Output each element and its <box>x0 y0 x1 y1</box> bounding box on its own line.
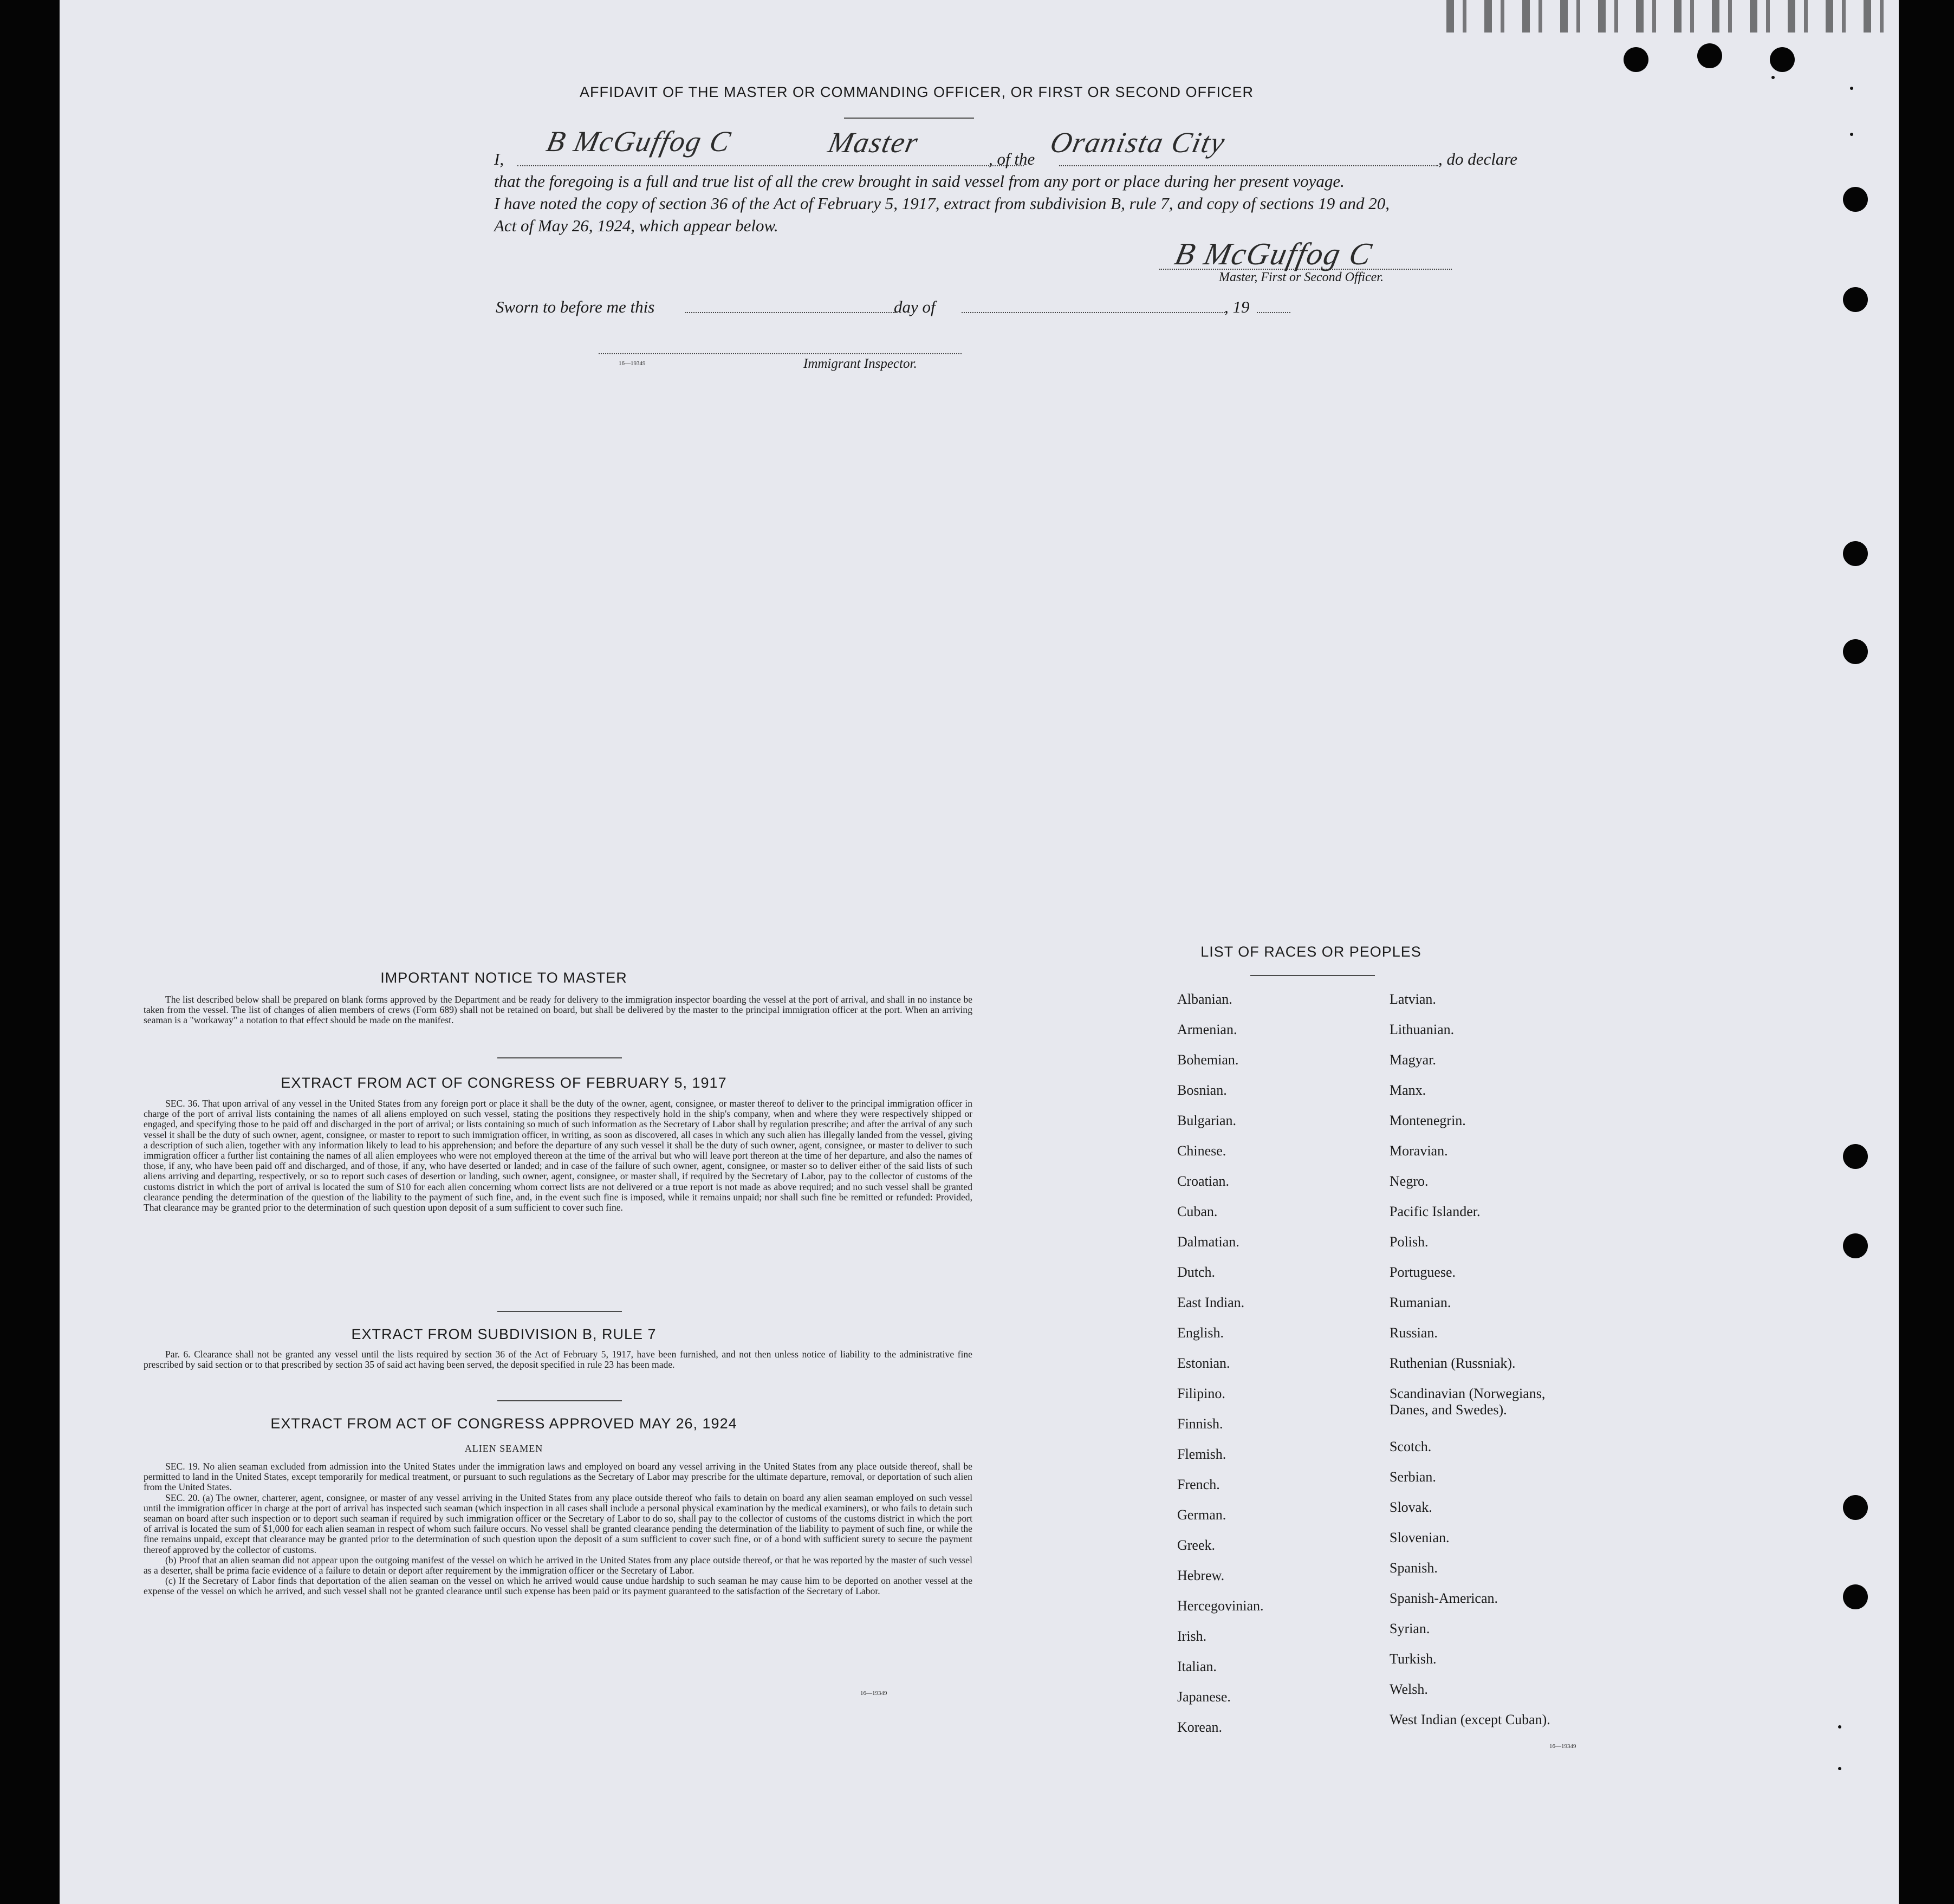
divider <box>497 1400 622 1401</box>
punch-hole <box>1843 287 1868 312</box>
race-item: Dalmatian. <box>1177 1234 1239 1250</box>
race-item: Cuban. <box>1177 1204 1218 1219</box>
races-right-column <box>1390 991 1671 1744</box>
sworn-label: Sworn to before me this <box>496 297 655 316</box>
sworn-year: , 19 <box>1224 297 1250 316</box>
scan-speck <box>1850 87 1853 90</box>
race-item: Lithuanian. <box>1390 1022 1455 1037</box>
race-item: Bulgarian. <box>1177 1113 1237 1128</box>
punch-hole <box>1843 541 1868 566</box>
affidavit-line-3: I have noted the copy of section 36 of the Act of February 5, 1917, extract from subdivision B, rule 7, and copy of sections 19 and 20, <box>494 194 1390 213</box>
sec-20c-paragraph: (c) If the Secretary of Labor finds that deportation of the alien seaman on the vessel on which he arrived would cause undue hardship to such seaman he may cause him to be deported on another vessel at the expense of the vessel on which he arrived, and such vessel shall not be granted clearance until such expense has been paid or its payment guaranteed to the satisfaction of the Secretary of Labor. <box>144 1575 972 1597</box>
race-item: Turkish. <box>1390 1651 1437 1667</box>
scan-speck <box>1838 1725 1841 1728</box>
scan-edge-artifact <box>1446 0 1899 33</box>
race-item: Chinese. <box>1177 1143 1226 1159</box>
race-item: Slovak. <box>1390 1499 1432 1515</box>
race-item: French. <box>1177 1477 1220 1492</box>
race-item: German. <box>1177 1507 1226 1523</box>
race-item: Slovenian. <box>1390 1530 1450 1545</box>
divider <box>844 118 974 119</box>
declare-label: , do declare <box>1438 150 1518 168</box>
races-left-column <box>1177 991 1372 1744</box>
of-the-label: , of the <box>989 150 1035 168</box>
officer-signature: B McGuffog C <box>1172 236 1376 271</box>
sworn-year-blank <box>1257 312 1290 313</box>
affidavit-line-2: that the foregoing is a full and true list of all the crew brought in said vessel from any port or place during her present voyage. <box>494 172 1345 191</box>
races-title: LIST OF RACES OR PEOPLES <box>1200 944 1421 960</box>
punch-hole <box>1843 1584 1868 1609</box>
race-item: Estonian. <box>1177 1355 1230 1371</box>
race-item: Ruthenian (Russniak). <box>1390 1355 1516 1371</box>
affidavit-title: AFFIDAVIT OF THE MASTER OR COMMANDING OFFICER, OR FIRST OR SECOND OFFICER <box>580 84 1254 100</box>
notice-text <box>144 995 972 1026</box>
race-item: Filipino. <box>1177 1386 1225 1401</box>
race-item: Welsh. <box>1390 1681 1428 1697</box>
race-item: Serbian. <box>1390 1469 1436 1485</box>
punch-hole <box>1843 1495 1868 1520</box>
extract-rule7-title: EXTRACT FROM SUBDIVISION B, RULE 7 <box>351 1326 657 1342</box>
race-item: Bosnian. <box>1177 1082 1227 1098</box>
vessel-blank <box>1059 165 1438 166</box>
race-item: West Indian (except Cuban). <box>1390 1712 1550 1727</box>
race-item: Polish. <box>1390 1234 1429 1250</box>
sworn-day-of: day of <box>894 297 936 316</box>
race-item: Spanish-American. <box>1390 1590 1498 1606</box>
race-item: Bohemian. <box>1177 1052 1239 1068</box>
scan-speck <box>1850 133 1853 136</box>
punch-hole <box>1624 47 1648 72</box>
extract-1924-title: EXTRACT FROM ACT OF CONGRESS APPROVED MAY 26, 1924 <box>270 1415 737 1432</box>
race-item: Magyar. <box>1390 1052 1436 1068</box>
divider <box>497 1057 622 1058</box>
race-item: Armenian. <box>1177 1022 1237 1037</box>
name-blank <box>517 165 1024 166</box>
scan-speck <box>1838 1767 1841 1770</box>
race-item: Albanian. <box>1177 991 1232 1007</box>
race-item: East Indian. <box>1177 1295 1245 1310</box>
form-number: 16—19349 <box>860 1690 887 1697</box>
race-item: Rumanian. <box>1390 1295 1451 1310</box>
race-item: Scandinavian (Norwegians, Danes, and Swedes). <box>1390 1386 1546 1418</box>
affidavit-prefix: I, <box>494 150 504 168</box>
race-item: Negro. <box>1390 1173 1429 1189</box>
document-sheet <box>60 0 1899 1904</box>
notice-paragraph: The list described below shall be prepared on blank forms approved by the Department and be ready for delivery to the immigration inspector boarding the vessel at the port of arrival, and shall in no instance be taken from the vessel. The list of changes of alien members of crews (Form 689) shall not be retained on board, but shall be delivered by the master to the principal immigration officer at the port. When an arriving seaman is a "workaway" a notation to that effect should be made on the manifest. <box>144 994 972 1026</box>
sec-36-paragraph: SEC. 36. That upon arrival of any vessel in the United States from any foreign port or place it shall be the duty of the owner, agent, consignee, or master thereof to deliver to the principal immigration officer in charge of the port of arrival lists containing the names of all aliens employed on such vessel, stating the positions they respectively hold in the ship's company, when and where they were respectively shipped or engaged, and specifying those to be paid off and discharged in the port of arrival; or lists containing so much of such information as the Secretary of Labor shall by regulation prescribe; and after the arrival of any such vessel it shall be the duty of such owner, agent, consignee, or master to report to such immigration officer, in writing, as soon as discovered, all cases in which any such alien has illegally landed from the vessel, giving a description of such alien, together with any information likely to lead to his apprehension; and before the departure of any such vessel it shall be the duty of such owner, agent, consignee, or master to deliver to such immigration officer a further list containing the names of all alien employees who were not employed thereon at the time of the arrival but who will leave port thereon at the time of her departure, and also the names of those, if any, who have been paid off and discharged, and of those, if any, who have deserted or landed; and in case of the failure of such owner, agent, consignee, or master so to deliver either of the said lists of such aliens arriving and departing, respectively, or so to report such cases of desertion or landing, such owner, agent, consignee, or master shall, if required by the Secretary of Labor, pay to the collector of customs of the customs district in which the port of arrival is located the sum of $10 for each alien concerning whom correct lists are not delivered or a true report is not made as above required; and no such vessel shall be granted clearance pending the determination of the question of the liability to the payment of such fine, and, in the event such fine is imposed, while it remains unpaid; nor shall such fine be remitted or refunded: Provided, That clearance may be granted prior to the determination of such question upon deposit of a sum sufficient to cover such fine. <box>144 1098 972 1213</box>
race-item: Hebrew. <box>1177 1568 1225 1583</box>
race-item: Dutch. <box>1177 1264 1216 1280</box>
extract-1917-title: EXTRACT FROM ACT OF CONGRESS OF FEBRUARY 5, 1917 <box>281 1075 727 1091</box>
extract-1924-text <box>144 1461 972 1597</box>
extract-1924-subtitle: ALIEN SEAMEN <box>464 1443 543 1454</box>
scan-speck <box>1771 76 1775 79</box>
punch-hole <box>1843 187 1868 212</box>
race-item: Montenegrin. <box>1390 1113 1466 1128</box>
race-item: Russian. <box>1390 1325 1438 1341</box>
race-item: Syrian. <box>1390 1621 1430 1636</box>
race-item: Scotch. <box>1390 1439 1432 1454</box>
punch-hole <box>1843 1144 1868 1169</box>
punch-hole <box>1770 47 1795 72</box>
sec-20b-paragraph: (b) Proof that an alien seaman did not appear upon the outgoing manifest of the vessel on which he arrived in the United States from any place outside thereof, or that he was reported by the master of such vessel as a deserter, shall be prima facie evidence of a failure to detain or deport after requirement by the immigration officer or the Secretary of Labor. <box>144 1554 972 1576</box>
officer-caption: Master, First or Second Officer. <box>1219 270 1384 284</box>
race-item: Hercegovinian. <box>1177 1598 1264 1614</box>
form-number: 16—19349 <box>1549 1743 1576 1750</box>
extract-rule7-text <box>144 1349 972 1370</box>
sworn-day-blank <box>685 312 895 313</box>
extract-1917-text <box>144 1099 972 1213</box>
punch-hole <box>1843 639 1868 664</box>
race-item: Japanese. <box>1177 1689 1231 1705</box>
race-item: Greek. <box>1177 1537 1216 1553</box>
notice-title: IMPORTANT NOTICE TO MASTER <box>380 970 627 986</box>
par-6-paragraph: Par. 6. Clearance shall not be granted any vessel until the lists required by section 36 of the Act of February 5, 1917, have been furnished, and not then unless notice of liability to the administrative fine prescribed by said section or to that prescribed by section 35 of said act having been served, the deposit specified in rule 23 has been made. <box>144 1349 972 1370</box>
race-item: Manx. <box>1390 1082 1426 1098</box>
sec-20a-paragraph: SEC. 20. (a) The owner, charterer, agent, consignee, or master of any vessel arriving in the United States from any place outside thereof who fails to detain on board any alien seaman employed on such vessel until the immigration officer in charge at the port of arrival has inspected such seaman (which inspection in all cases shall include a personal physical examination by the medical examiners), or who fails to detain such seaman on board after such inspection or to deport such seaman if required by such immigration officer or the Secretary of Labor to do so, shall pay to the collector of customs of the customs district in which the port of arrival is located the sum of $1,000 for each alien seaman in respect of whom such failure occurs. No vessel shall be granted clearance pending the determination of the liability to payment of such fine, or while the fine remains unpaid, except that clearance may be granted prior to the determination of such question upon the deposit of a sum sufficient to cover such fine, or of a bond with sufficient surety to secure the payment thereof approved by the collector of customs. <box>144 1492 972 1555</box>
sec-19-paragraph: SEC. 19. No alien seaman excluded from admission into the United States under the immigration laws and employed on board any vessel arriving in the United States from any place outside thereof, shall be permitted to land in the United States, except temporarily for medical treatment, or pursuant to such regulations as the Secretary of Labor may prescribe for the ultimate departure, removal, or deportation of such alien from the United States. <box>144 1461 972 1493</box>
race-item: Spanish. <box>1390 1560 1438 1576</box>
race-item: Latvian. <box>1390 991 1436 1007</box>
affidavit-line-4: Act of May 26, 1924, which appear below. <box>494 216 778 235</box>
race-item: Finnish. <box>1177 1416 1223 1432</box>
handwritten-name: B McGuffog C <box>543 125 735 158</box>
race-item: Moravian. <box>1390 1143 1448 1159</box>
race-item: Croatian. <box>1177 1173 1230 1189</box>
race-item: English. <box>1177 1325 1224 1341</box>
race-item: Irish. <box>1177 1628 1207 1644</box>
race-item: Portuguese. <box>1390 1264 1456 1280</box>
inspector-caption: Immigrant Inspector. <box>803 356 917 371</box>
race-item: Korean. <box>1177 1719 1223 1735</box>
punch-hole <box>1843 1233 1868 1258</box>
divider <box>1250 975 1375 976</box>
sworn-month-blank <box>962 312 1227 313</box>
race-item: Pacific Islander. <box>1390 1204 1481 1219</box>
handwritten-role: Master <box>825 126 922 159</box>
form-number: 16—19349 <box>619 360 646 367</box>
race-item: Flemish. <box>1177 1446 1226 1462</box>
handwritten-vessel: Oranista City <box>1047 126 1229 159</box>
punch-hole <box>1697 43 1722 68</box>
race-item: Italian. <box>1177 1659 1217 1674</box>
divider <box>497 1311 622 1312</box>
